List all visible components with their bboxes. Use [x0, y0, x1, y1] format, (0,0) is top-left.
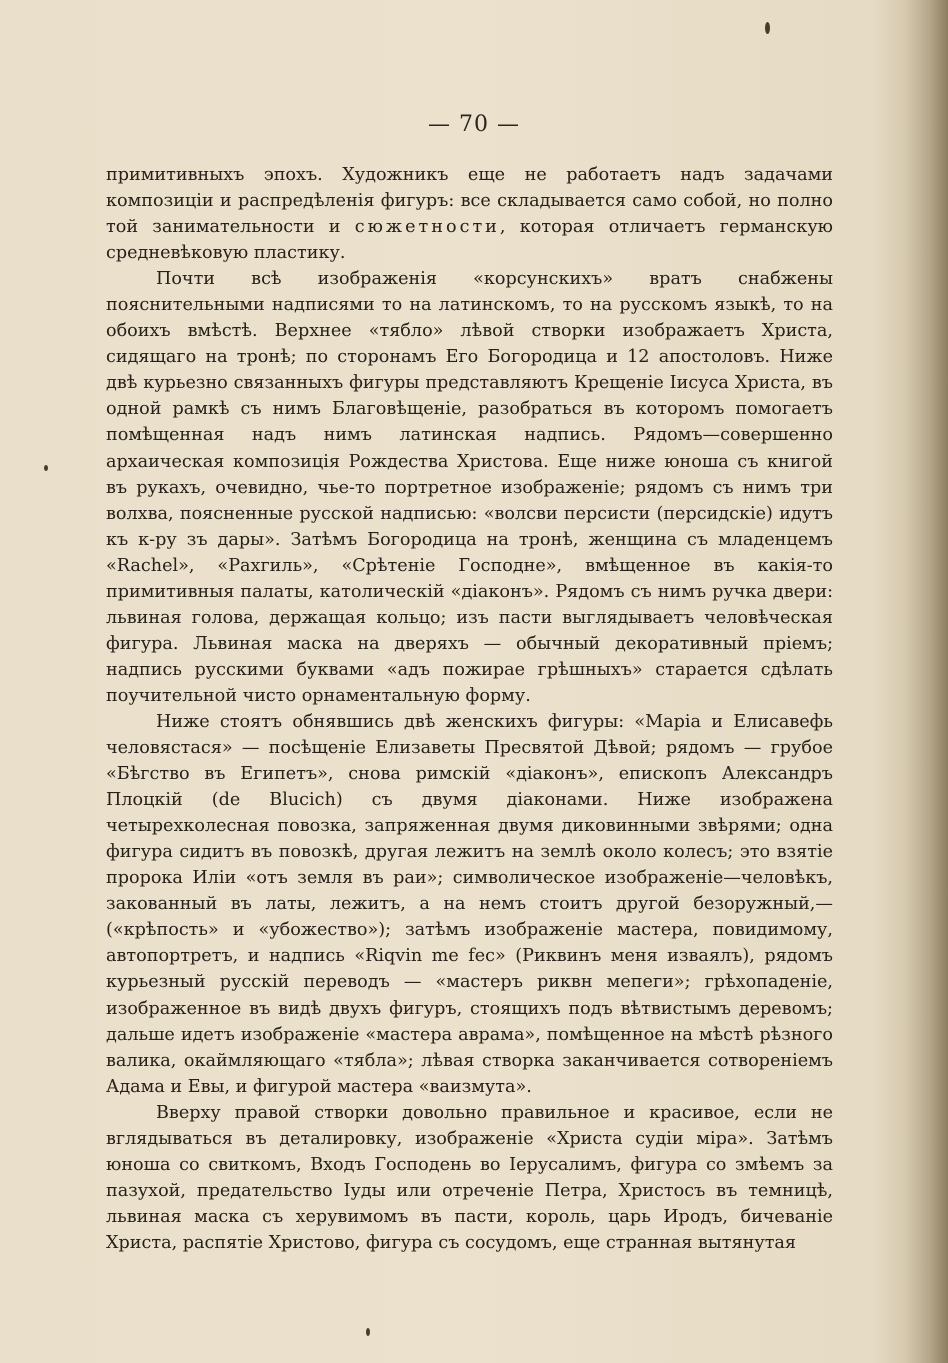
- paragraph-1-end: , которая отличаетъ германскую средневѣковую пластику.: [106, 217, 833, 264]
- body-text: [106, 162, 833, 1256]
- paragraph-1-start: примитивныхъ эпохъ. Художникъ еще не работаетъ надъ задачами композиціи и распредѣленія фигуръ: все складывается само собой, но полно той занимательности и: [106, 165, 833, 238]
- ink-spot: [44, 465, 48, 471]
- paragraph-2: Почти всѣ изображенія «корсунскихъ» вратъ снабжены пояснительными надписями то на латинскомъ, то на русскомъ языкѣ, то на обоихъ вмѣстѣ. Верхнее «тябло» лѣвой створки изображаетъ Христа, сидящаго на тронѣ; по сторонамъ Его Богородица и 12 апостоловъ. Ниже двѣ курьезно связанныхъ фигуры представляютъ Крещеніе Іисуса Христа, въ одной рамкѣ съ нимъ Благовѣщеніе, разобраться въ которомъ помогаетъ помѣщенная надъ нимъ латинская надпись. Рядомъ—совершенно архаическая композиція Рождества Христова. Еще ниже юноша съ книгой въ рукахъ, очевидно, чье-то портретное изображеніе; рядомъ съ нимъ три волхва, поясненные русской надписью: «волсви персисти (персидскіе) идутъ къ к-ру зъ дары». Затѣмъ Богородица на тронѣ, женщина съ младенцемъ «Rachel», «Рахгиль», «Срѣтеніе Господне», вмѣщенное въ какія-то примитивныя палаты, католическій «діаконъ». Рядомъ съ нимъ ручка двери: львиная голова, держащая кольцо; изъ пасти выглядываетъ человѣческая фигура. Львиная маска на дверяхъ — обычный декоративный пріемъ; надпись русскими буквами «адъ пожирае грѣшныхъ» старается сдѣлать поучительной чисто орнаментальную форму.: [106, 269, 833, 706]
- spaced-emphasis: сюжетности: [354, 217, 500, 238]
- page-edge-shadow: [904, 0, 948, 1363]
- ink-spot: [366, 1328, 370, 1336]
- ink-spot: [765, 22, 770, 34]
- paragraph-1: [106, 162, 833, 266]
- paragraph-3: Ниже стоятъ обнявшись двѣ женскихъ фигуры: «Марiа и Елисавефь человястася» — посѣщеніе Елизаветы Пресвятой Дѣвой; рядомъ — грубое «Бѣгство въ Египетъ», снова римскій «діаконъ», епископъ Александръ Плоцкій (de Blucich) съ двумя діаконами. Ниже изображена четырехколесная повозка, запряженная двумя диковинными звѣрями; одна фигура сидитъ въ повозкѣ, другая лежитъ на землѣ около колесъ; это взятіе пророка Иліи «отъ земля въ раи»; символическое изображеніе—человѣкъ, закованный въ латы, лежитъ, а на немъ стоитъ другой безоружный,— («крѣпость» и «убожество»); затѣмъ изображеніе мастера, повидимому, автопортретъ, и надпись «Riqvin me fec» (Риквинъ меня изваялъ), рядомъ курьезный русскій переводъ — «мастеръ риквн мепеги»; грѣхопаденіе, изображенное въ видѣ двухъ фигуръ, стоящихъ подъ вѣтвистымъ деревомъ; дальше идетъ изображеніе «мастера аврама», помѣщенное на мѣстѣ рѣзного валика, окаймляющаго «тябла»; лѣвая створка заканчивается сотвореніемъ Адама и Евы, и фигурой мастера «ваизмута».: [106, 711, 833, 1097]
- page-number: — 70 —: [428, 112, 520, 137]
- paragraph-4: Вверху правой створки довольно правильное и красивое, если не вглядываться въ деталировку, изображеніе «Христа судіи міра». Затѣмъ юноша со свиткомъ, Входъ Господень во Іерусалимъ, фигура со змѣемъ за пазухой, предательство Іуды или отреченіе Петра, Христосъ въ темницѣ, львиная маска съ херувимомъ въ пасти, король, царь Иродъ, бичеваніе Христа, распятіе Христово, фигура съ сосудомъ, еще странная вытянутая: [106, 1102, 833, 1253]
